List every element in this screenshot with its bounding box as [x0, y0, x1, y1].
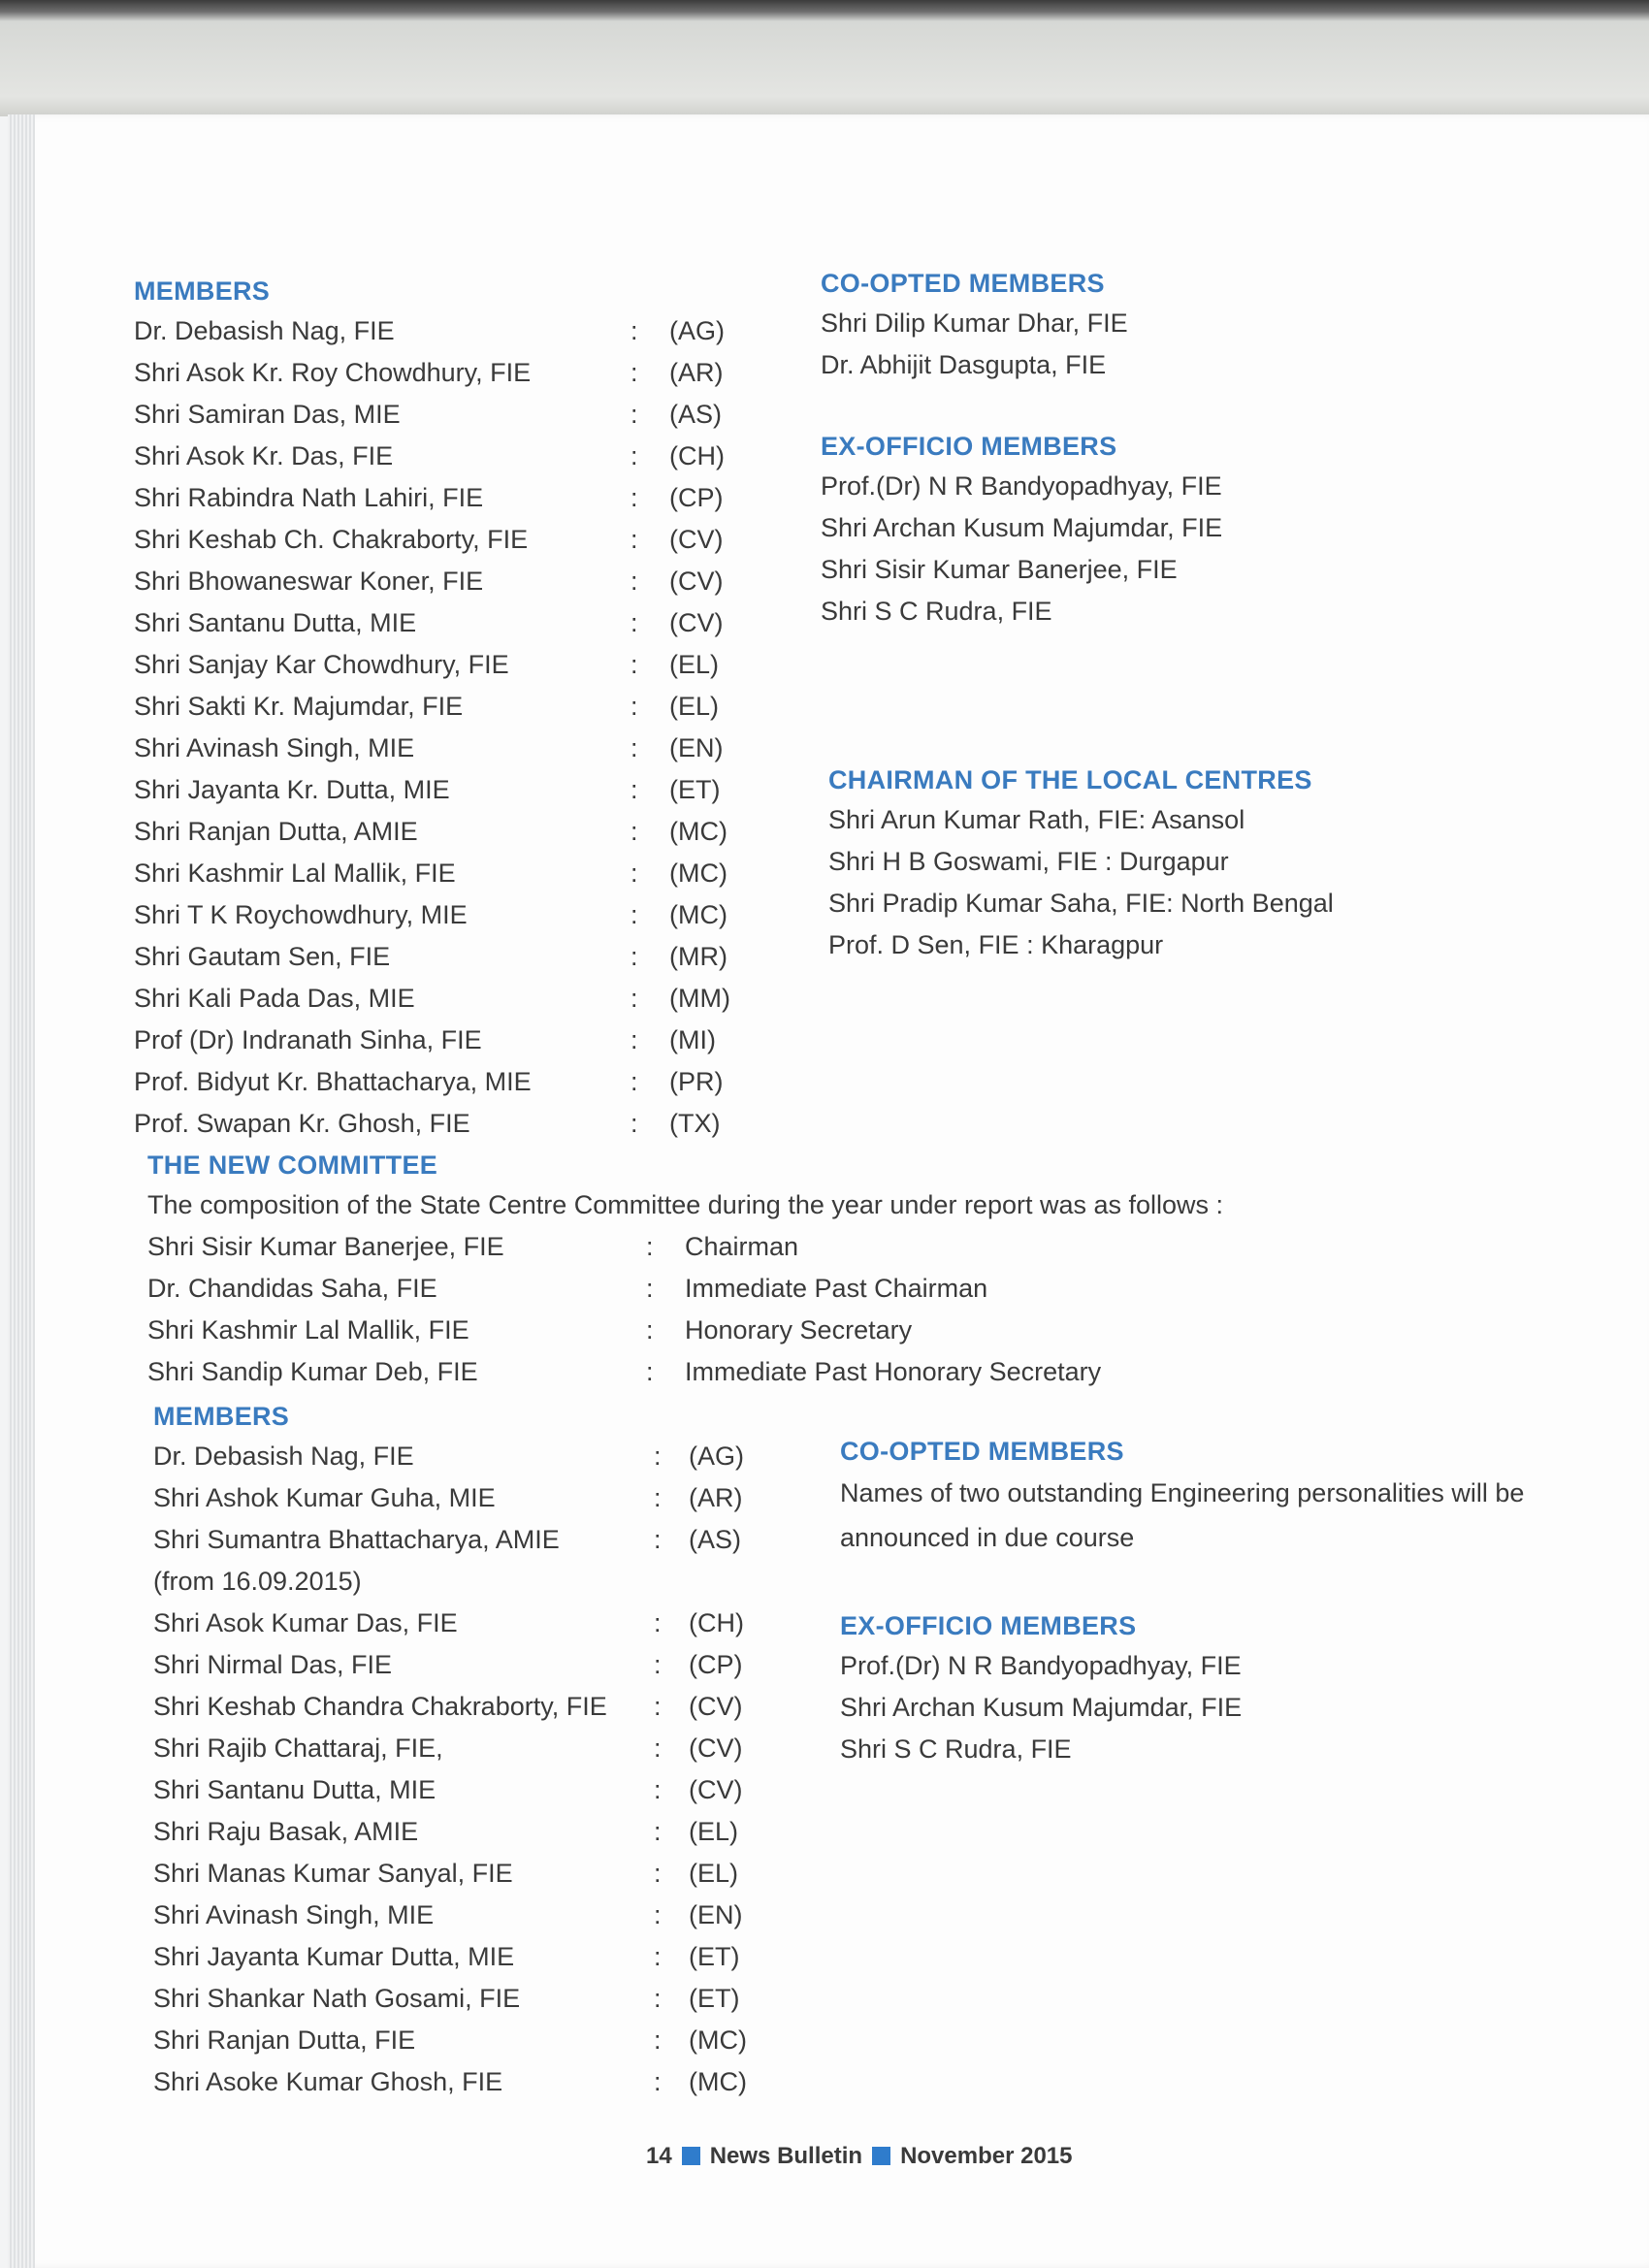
member-name: (from 16.09.2015) — [153, 1567, 362, 1596]
member-name: Shri Avinash Singh, MIE — [134, 733, 415, 762]
division-code: (EL) — [669, 650, 720, 679]
division-code: (CP) — [689, 1650, 743, 1679]
section-heading-coopted: CO-OPTED MEMBERS — [840, 1437, 1124, 1466]
office-bearer-row — [147, 1268, 1311, 1310]
local-centre-chairman: Shri H B Goswami, FIE : Durgapur — [828, 847, 1229, 876]
separator-colon: : — [630, 733, 638, 762]
member-name: Shri Raju Basak, AMIE — [153, 1817, 419, 1846]
member-name: Shri Nirmal Das, FIE — [153, 1650, 393, 1679]
member-name: Shri Shankar Nath Gosami, FIE — [153, 1984, 521, 2013]
member-name: Shri Bhowaneswar Koner, FIE — [134, 567, 484, 596]
separator-colon: : — [654, 1525, 662, 1554]
division-code: (MC) — [669, 900, 728, 929]
separator-colon: : — [654, 1692, 662, 1721]
division-code: (EL) — [669, 692, 720, 721]
office-bearer-name: Shri Kashmir Lal Mallik, FIE — [147, 1315, 469, 1345]
member-row — [134, 644, 755, 686]
member-name: Shri Sanjay Kar Chowdhury, FIE — [134, 650, 509, 679]
separator-colon: : — [630, 817, 638, 846]
member-row — [134, 561, 755, 602]
member-row — [134, 477, 755, 519]
member-name: Shri Jayanta Kr. Dutta, MIE — [134, 775, 450, 804]
local-centre-chairman: Prof. D Sen, FIE : Kharagpur — [828, 930, 1164, 959]
separator-colon: : — [630, 525, 638, 554]
member-row — [153, 1978, 793, 2020]
separator-colon: : — [654, 1733, 662, 1763]
member-row — [134, 936, 755, 978]
top-right-column — [821, 264, 1558, 632]
member-name: Shri Sakti Kr. Majumdar, FIE — [134, 692, 464, 721]
member-name: Shri Kashmir Lal Mallik, FIE — [134, 859, 456, 888]
member-row — [134, 853, 755, 894]
separator-colon: : — [630, 650, 638, 679]
member-row — [153, 1436, 793, 1477]
member-name: Shri Rajib Chattaraj, FIE, — [153, 1733, 443, 1763]
new-committee-section — [147, 1146, 1311, 1393]
member-name: Shri Samiran Das, MIE — [134, 400, 401, 429]
separator-colon: : — [646, 1357, 654, 1386]
member-name: Shri Avinash Singh, MIE — [153, 1900, 435, 1929]
division-code: (MI) — [669, 1025, 716, 1054]
separator-colon: : — [630, 358, 638, 387]
exofficio-member: Prof.(Dr) N R Bandyopadhyay, FIE — [840, 1651, 1242, 1680]
member-row — [134, 894, 755, 936]
division-code: (AS) — [689, 1525, 741, 1554]
exofficio-member: Prof.(Dr) N R Bandyopadhyay, FIE — [821, 471, 1222, 501]
division-code: (MC) — [669, 817, 728, 846]
section-heading-chairman-local-centres: CHAIRMAN OF THE LOCAL CENTRES — [828, 765, 1312, 794]
member-name: Shri Ranjan Dutta, FIE — [153, 2025, 416, 2055]
division-code: (CV) — [669, 525, 724, 554]
member-row — [134, 686, 755, 728]
local-centre-chairman: Shri Arun Kumar Rath, FIE: Asansol — [828, 805, 1245, 834]
separator-colon: : — [630, 1109, 638, 1138]
member-name: Shri T K Roychowdhury, MIE — [134, 900, 468, 929]
coopted-member: Dr. Abhijit Dasgupta, FIE — [821, 350, 1107, 379]
separator-colon: : — [630, 316, 638, 345]
member-row — [153, 1686, 793, 1728]
exofficio-member: Shri Archan Kusum Majumdar, FIE — [840, 1693, 1243, 1722]
member-row — [153, 1728, 793, 1769]
section-heading-members: MEMBERS — [134, 276, 271, 306]
page-number: 14 — [646, 2143, 672, 2169]
office-bearer-role: Honorary Secretary — [685, 1315, 913, 1345]
office-bearer-name: Dr. Chandidas Saha, FIE — [147, 1274, 437, 1303]
member-name: Shri Keshab Ch. Chakraborty, FIE — [134, 525, 529, 554]
division-code: (AS) — [669, 400, 722, 429]
member-row — [134, 310, 755, 352]
separator-colon: : — [630, 400, 638, 429]
division-code: (EN) — [689, 1900, 743, 1929]
separator-colon: : — [654, 1900, 662, 1929]
division-code: (MR) — [669, 942, 728, 971]
division-code: (MC) — [689, 2067, 747, 2096]
exofficio-member: Shri Sisir Kumar Banerjee, FIE — [821, 555, 1178, 584]
division-code: (MC) — [669, 859, 728, 888]
separator-colon: : — [646, 1315, 654, 1345]
separator-colon: : — [654, 1608, 662, 1637]
office-bearer-role: Immediate Past Chairman — [685, 1274, 988, 1303]
member-row — [153, 1561, 793, 1603]
section-heading-members: MEMBERS — [153, 1402, 290, 1431]
member-row — [134, 1061, 755, 1103]
members-list-previous — [134, 272, 755, 1145]
publication-date: November 2015 — [900, 2143, 1073, 2169]
office-bearer-name: Shri Sisir Kumar Banerjee, FIE — [147, 1232, 504, 1261]
separator-colon: : — [654, 2067, 662, 2096]
separator-colon: : — [654, 1942, 662, 1971]
square-bullet-icon — [872, 2147, 890, 2165]
division-code: (EN) — [669, 733, 724, 762]
separator-colon: : — [630, 984, 638, 1013]
separator-colon: : — [630, 441, 638, 470]
member-row — [153, 2061, 793, 2103]
member-row — [134, 1020, 755, 1061]
member-row — [153, 2020, 793, 2061]
division-code: (AG) — [689, 1442, 744, 1471]
section-heading-exofficio: EX-OFFICIO MEMBERS — [821, 432, 1117, 461]
separator-colon: : — [646, 1274, 654, 1303]
member-name: Shri Gautam Sen, FIE — [134, 942, 391, 971]
separator-colon: : — [654, 2025, 662, 2055]
member-name: Prof. Swapan Kr. Ghosh, FIE — [134, 1109, 470, 1138]
section-heading-coopted: CO-OPTED MEMBERS — [821, 269, 1105, 298]
office-bearer-row — [147, 1226, 1311, 1268]
member-name: Shri Manas Kumar Sanyal, FIE — [153, 1859, 513, 1888]
member-row — [153, 1811, 793, 1853]
local-centre-chairmen — [828, 761, 1604, 966]
separator-colon: : — [654, 1817, 662, 1846]
member-name: Shri Ranjan Dutta, AMIE — [134, 817, 418, 846]
member-name: Shri Santanu Dutta, MIE — [153, 1775, 436, 1804]
exofficio-member: Shri S C Rudra, FIE — [840, 1734, 1072, 1764]
separator-colon: : — [646, 1232, 654, 1261]
member-row — [134, 436, 755, 477]
office-bearer-name: Shri Sandip Kumar Deb, FIE — [147, 1357, 478, 1386]
member-name: Shri Asok Kr. Roy Chowdhury, FIE — [134, 358, 532, 387]
division-code: (ET) — [689, 1942, 740, 1971]
member-row — [134, 394, 755, 436]
office-bearer-row — [147, 1310, 1311, 1351]
member-row — [134, 519, 755, 561]
division-code: (CH) — [689, 1608, 744, 1637]
member-name: Shri Asoke Kumar Ghosh, FIE — [153, 2067, 503, 2096]
member-name: Shri Rabindra Nath Lahiri, FIE — [134, 483, 484, 512]
member-row — [153, 1769, 793, 1811]
square-bullet-icon — [682, 2147, 700, 2165]
member-row — [134, 352, 755, 394]
publication-name: News Bulletin — [709, 2143, 863, 2169]
division-code: (CH) — [669, 441, 725, 470]
division-code: (CV) — [669, 567, 724, 596]
separator-colon: : — [654, 1483, 662, 1512]
exofficio-member: Shri Archan Kusum Majumdar, FIE — [821, 513, 1223, 542]
member-row — [134, 1103, 755, 1145]
separator-colon: : — [630, 692, 638, 721]
division-code: (ET) — [689, 1984, 740, 2013]
member-name: Shri Asok Kumar Das, FIE — [153, 1608, 458, 1637]
member-name: Dr. Debasish Nag, FIE — [153, 1442, 414, 1471]
member-name: Shri Sumantra Bhattacharya, AMIE — [153, 1525, 560, 1554]
division-code: (PR) — [669, 1067, 724, 1096]
division-code: (MC) — [689, 2025, 747, 2055]
member-row — [153, 1853, 793, 1895]
division-code: (CV) — [689, 1692, 743, 1721]
office-bearers-list — [147, 1226, 1311, 1393]
local-centre-chairman: Shri Pradip Kumar Saha, FIE: North Bengal — [828, 889, 1334, 918]
member-row — [153, 1895, 793, 1936]
members-list-current — [153, 1397, 793, 2103]
separator-colon: : — [654, 1859, 662, 1888]
division-code: (EL) — [689, 1859, 739, 1888]
separator-colon: : — [630, 1025, 638, 1054]
member-row — [134, 811, 755, 853]
member-row — [153, 1603, 793, 1644]
member-row — [153, 1519, 793, 1561]
member-row — [153, 1936, 793, 1978]
member-name: Dr. Debasish Nag, FIE — [134, 316, 395, 345]
member-name: Shri Kali Pada Das, MIE — [134, 984, 415, 1013]
exofficio-member: Shri S C Rudra, FIE — [821, 597, 1052, 626]
separator-colon: : — [654, 1775, 662, 1804]
division-code: (AR) — [689, 1483, 743, 1512]
scanner-shadow — [0, 0, 1649, 116]
member-row — [134, 769, 755, 811]
page-stack-edge — [8, 114, 35, 2268]
member-name: Shri Ashok Kumar Guha, MIE — [153, 1483, 496, 1512]
member-name: Prof (Dr) Indranath Sinha, FIE — [134, 1025, 482, 1054]
coopted-note: Names of two outstanding Engineering personalities will be announced in due course — [840, 1478, 1525, 1552]
office-bearer-role: Chairman — [685, 1232, 799, 1261]
bottom-right-column — [840, 1432, 1577, 1770]
division-code: (EL) — [689, 1817, 739, 1846]
division-code: (CV) — [689, 1775, 743, 1804]
member-name: Shri Keshab Chandra Chakraborty, FIE — [153, 1692, 607, 1721]
division-code: (CV) — [689, 1733, 743, 1763]
separator-colon: : — [630, 900, 638, 929]
coopted-member: Shri Dilip Kumar Dhar, FIE — [821, 308, 1128, 338]
member-name: Shri Jayanta Kumar Dutta, MIE — [153, 1942, 515, 1971]
division-code: (TX) — [669, 1109, 721, 1138]
division-code: (ET) — [669, 775, 721, 804]
separator-colon: : — [654, 1984, 662, 2013]
office-bearer-role: Immediate Past Honorary Secretary — [685, 1357, 1102, 1386]
member-row — [153, 1644, 793, 1686]
division-code: (AG) — [669, 316, 725, 345]
separator-colon: : — [630, 775, 638, 804]
separator-colon: : — [630, 483, 638, 512]
new-committee-intro: The composition of the State Centre Committee during the year under report was as follows : — [147, 1190, 1224, 1219]
member-row — [134, 602, 755, 644]
office-bearer-row — [147, 1351, 1311, 1393]
division-code: (MM) — [669, 984, 730, 1013]
section-heading-new-committee: THE NEW COMMITTEE — [147, 1150, 438, 1180]
member-name: Shri Asok Kr. Das, FIE — [134, 441, 394, 470]
separator-colon: : — [630, 567, 638, 596]
member-row — [153, 1477, 793, 1519]
division-code: (AR) — [669, 358, 724, 387]
separator-colon: : — [654, 1650, 662, 1679]
division-code: (CP) — [669, 483, 724, 512]
separator-colon: : — [654, 1442, 662, 1471]
member-row — [134, 728, 755, 769]
separator-colon: : — [630, 608, 638, 637]
division-code: (CV) — [669, 608, 724, 637]
separator-colon: : — [630, 942, 638, 971]
member-row — [134, 978, 755, 1020]
member-name: Shri Santanu Dutta, MIE — [134, 608, 417, 637]
separator-colon: : — [630, 1067, 638, 1096]
page-footer — [646, 2137, 1073, 2176]
member-name: Prof. Bidyut Kr. Bhattacharya, MIE — [134, 1067, 532, 1096]
separator-colon: : — [630, 859, 638, 888]
section-heading-exofficio: EX-OFFICIO MEMBERS — [840, 1611, 1137, 1640]
